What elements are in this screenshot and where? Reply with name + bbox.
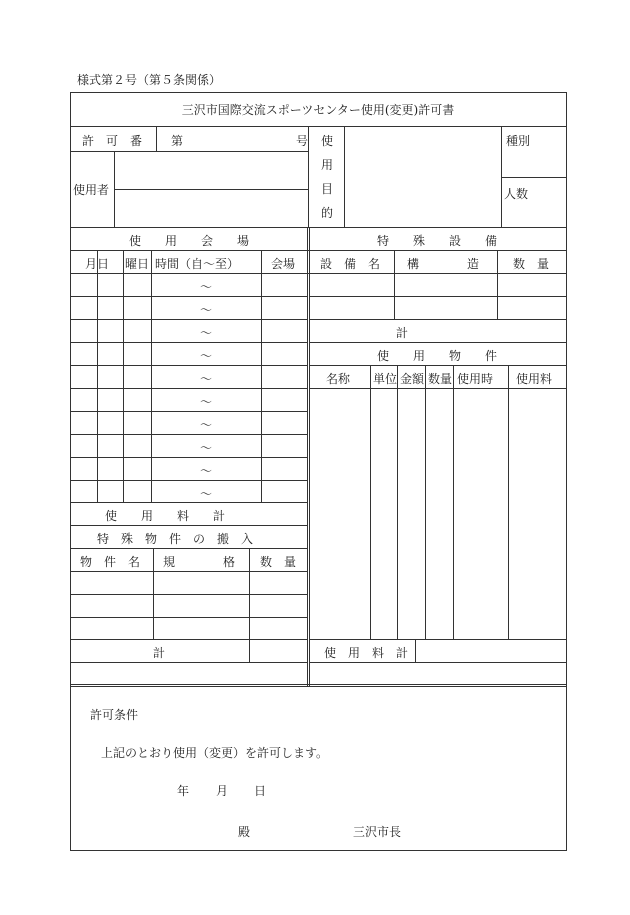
venue-col-line xyxy=(261,250,262,502)
venue-col-time: 時間（自～至） xyxy=(155,257,240,271)
header-user-line xyxy=(114,189,308,190)
purpose-char-2: 用 xyxy=(321,158,334,172)
venue-row-line xyxy=(70,319,308,320)
venue-title: 使 用 会 場 xyxy=(128,234,250,248)
header-purpose-right xyxy=(344,126,345,227)
section-title-line xyxy=(70,250,567,251)
equipment-row-line xyxy=(309,319,567,320)
tilde-5: ～ xyxy=(199,372,213,386)
carry-in-row-line xyxy=(70,639,308,640)
tilde-7: ～ xyxy=(199,418,213,432)
items-col-line xyxy=(453,365,454,639)
venue-col-weekday: 曜日 xyxy=(125,257,150,271)
tilde-1: ～ xyxy=(199,280,213,294)
permit-go: 号 xyxy=(296,134,309,148)
items-col-line xyxy=(397,365,398,639)
date-day: 日 xyxy=(254,784,267,798)
items-col-qty: 数量 xyxy=(428,372,453,386)
venue-col-month-day: 月日 xyxy=(85,257,110,271)
venue-col-venue: 会場 xyxy=(271,257,296,271)
user-label: 使用者 xyxy=(73,183,110,197)
frame-top xyxy=(70,92,567,93)
venue-col-line xyxy=(97,250,98,502)
items-bottom-line xyxy=(309,639,567,640)
dono-label: 殿 xyxy=(238,825,251,839)
venue-fee-total-line xyxy=(70,525,308,526)
fee-total-label: 使 用 料 計 xyxy=(324,646,409,660)
header-permit-line xyxy=(70,151,308,152)
equipment-col-qty: 数 量 xyxy=(513,257,550,271)
permit-dai: 第 xyxy=(171,134,184,148)
carry-in-title: 特 殊 物 件 の 搬 入 xyxy=(96,532,254,546)
date-month: 月 xyxy=(216,784,229,798)
carry-in-total-line xyxy=(70,662,308,663)
venue-row-line xyxy=(70,434,308,435)
purpose-char-4: 的 xyxy=(321,206,334,220)
equipment-col-line xyxy=(497,250,498,319)
venue-col-line xyxy=(123,250,124,502)
column-header-line xyxy=(70,273,567,274)
carry-in-row-line xyxy=(70,617,308,618)
mayor-label: 三沢市長 xyxy=(353,825,402,839)
conditions-label: 許可条件 xyxy=(90,708,139,722)
venue-row-line xyxy=(70,342,308,343)
permit-text: 上記のとおり使用（変更）を許可します。 xyxy=(101,746,329,760)
equipment-col-name: 設 備 名 xyxy=(320,257,381,271)
equipment-total-label: 計 xyxy=(395,326,409,340)
items-col-amount: 金額 xyxy=(400,372,425,386)
venue-fee-total-label: 使 用 料 計 xyxy=(104,509,226,523)
equipment-total-line xyxy=(309,342,567,343)
table-bottom-line xyxy=(70,684,567,685)
purpose-char-1: 使 xyxy=(321,134,334,148)
venue-row-line xyxy=(70,296,308,297)
venue-row-line xyxy=(70,388,308,389)
items-col-line xyxy=(508,365,509,639)
equipment-row-line xyxy=(309,296,567,297)
items-title-line xyxy=(309,365,567,366)
form-id: 様式第２号（第５条関係） xyxy=(77,73,222,87)
equipment-col-structure: 構 造 xyxy=(407,257,480,271)
carry-in-title-line xyxy=(70,548,308,549)
items-col-fee: 使用料 xyxy=(516,372,553,386)
tilde-3: ～ xyxy=(199,326,213,340)
title-row-line xyxy=(70,126,567,127)
tilde-8: ～ xyxy=(199,441,213,455)
carry-in-col-name: 物 件 名 xyxy=(80,555,141,569)
items-header-line xyxy=(309,388,567,389)
fee-total-divider xyxy=(415,639,416,662)
carry-in-col-qty: 数 量 xyxy=(260,555,297,569)
header-permit-divider xyxy=(156,126,157,151)
items-title: 使 用 物 件 xyxy=(376,349,498,363)
type-label: 種別 xyxy=(506,134,531,148)
carry-in-col-line xyxy=(249,548,250,662)
date-year: 年 xyxy=(177,784,190,798)
frame-bottom xyxy=(70,850,567,851)
items-col-unit: 単位 xyxy=(373,372,398,386)
table-bottom-line-2 xyxy=(70,686,567,687)
tilde-10: ～ xyxy=(199,487,213,501)
carry-in-total-label: 計 xyxy=(152,646,166,660)
equipment-col-line xyxy=(394,250,395,319)
frame-right xyxy=(566,92,567,850)
permit-number-label: 許 可 番 xyxy=(82,134,143,148)
equipment-title: 特 殊 設 備 xyxy=(376,234,498,248)
fee-total-line xyxy=(309,662,567,663)
tilde-6: ～ xyxy=(199,395,213,409)
items-col-time: 使用時 xyxy=(457,372,494,386)
header-purpose-left xyxy=(308,126,309,227)
carry-in-row-line xyxy=(70,594,308,595)
venue-row-line xyxy=(70,480,308,481)
tilde-9: ～ xyxy=(199,464,213,478)
header-type-divider xyxy=(501,177,567,178)
items-col-line xyxy=(425,365,426,639)
venue-col-line xyxy=(151,250,152,502)
carry-in-col-line xyxy=(153,548,154,639)
items-col-line xyxy=(370,365,371,639)
venue-row-line xyxy=(70,502,308,503)
count-label: 人数 xyxy=(504,187,529,201)
venue-row-line xyxy=(70,365,308,366)
venue-row-line xyxy=(70,457,308,458)
form-title: 三沢市国際交流スポーツセンター使用(変更)許可書 xyxy=(181,103,455,117)
carry-in-header-line xyxy=(70,571,308,572)
frame-left xyxy=(70,92,71,850)
carry-in-col-spec: 規 格 xyxy=(163,555,236,569)
tilde-4: ～ xyxy=(199,349,213,363)
items-col-name: 名称 xyxy=(326,372,351,386)
header-bottom-line xyxy=(70,227,567,228)
venue-row-line xyxy=(70,411,308,412)
tilde-2: ～ xyxy=(199,303,213,317)
purpose-char-3: 目 xyxy=(321,182,334,196)
